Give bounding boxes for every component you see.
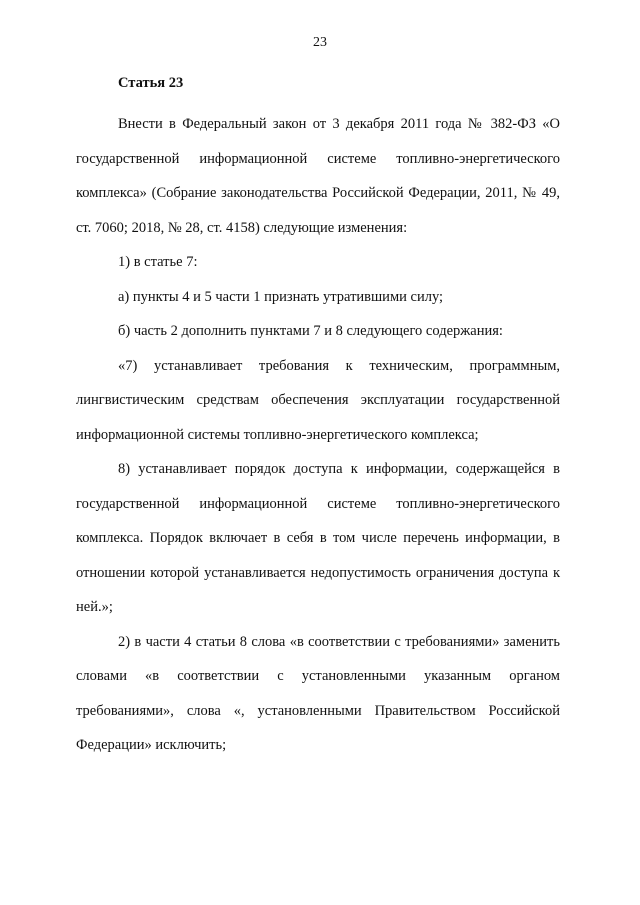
new-point-8: 8) устанавливает порядок доступа к информации, содержащейся в государственной информационной системе топливно-энергетического комплекса. Порядок включает в себя в том числе перечень информации, в отношении которой устанавливается недопустимость ограничения доступа к ней.»; (76, 461, 560, 615)
article-heading: Статья 23 (118, 75, 184, 91)
amendment-item-2: 2) в части 4 статьи 8 слова «в соответствии с требованиями» заменить словами «в соответствии с установленными указанным органом требованиями», слова «, установленными Правительством Российской Федерации» исключить; (76, 633, 560, 753)
subitem-a: а) пункты 4 и 5 части 1 признать утратившими силу; (118, 288, 444, 305)
subitem-b: б) часть 2 дополнить пунктами 7 и 8 следующего содержания: (118, 323, 503, 339)
new-point-7: «7) устанавливает требования к техническим, программным, лингвистическим средствам обеспечения эксплуатации государственной информационной системы топливно-энергетического комплекса; (76, 357, 560, 443)
intro-paragraph: Внести в Федеральный закон от 3 декабря 2011 года № 382-ФЗ «О государственной информационной системе топливно-энергетического комплекса» (Собрание законодательства Российской Федерации, 2011, № 49, ст. 7060; 2018, № 28, ст. 4158) следующие изменения: (76, 116, 560, 236)
amendment-item-1: 1) в статье 7: (118, 254, 198, 270)
article-body (76, 107, 560, 763)
page-number: 23 (313, 35, 327, 50)
